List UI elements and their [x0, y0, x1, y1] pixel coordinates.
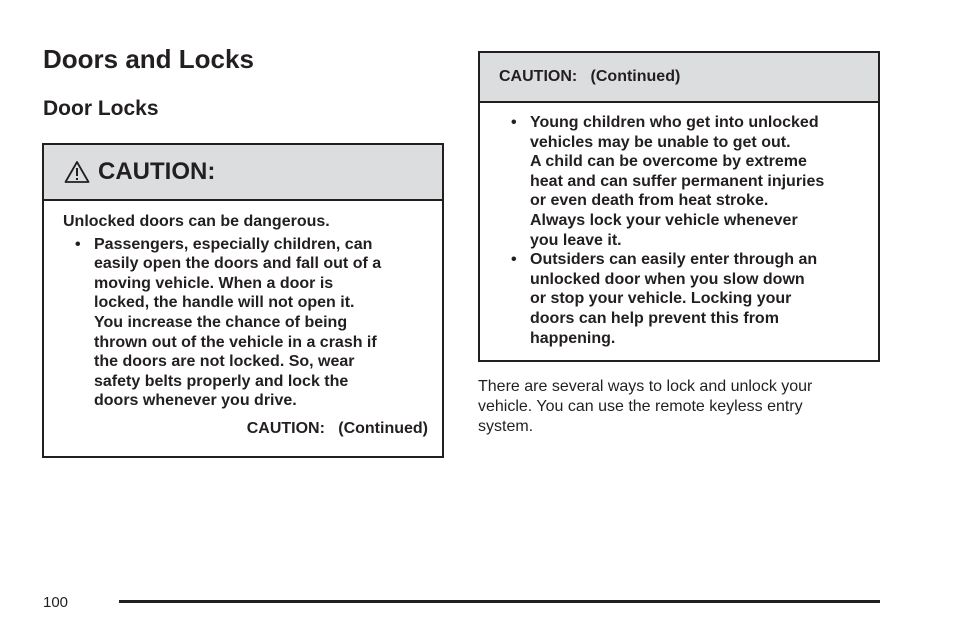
- bullet-line: • Passengers, especially children, can: [94, 235, 373, 253]
- caution-continued-header: [480, 53, 878, 103]
- bullet-line: • Outsiders can easily enter through an: [530, 251, 818, 269]
- bullet-line: • Young children who get into unlocked: [530, 114, 819, 131]
- bullet-line: moving vehicle. When a door is: [94, 274, 334, 292]
- bullet-line: you leave it.: [530, 231, 622, 249]
- bullet-line: safety belts properly and lock the: [94, 372, 349, 390]
- caution-box-continued: [478, 51, 880, 362]
- bullet-line: easily open the doors and fall out of a: [94, 255, 382, 273]
- caution-bullet: [75, 235, 428, 411]
- bullet-line: heat and can suffer permanent injuries: [530, 172, 825, 190]
- bullet-line: the doors are not locked. So, wear: [94, 353, 355, 371]
- caution-bullet-list: [75, 235, 428, 411]
- caution-box-left: [42, 143, 444, 458]
- paragraph-line: There are several ways to lock and unlock your: [478, 378, 813, 395]
- footer-rule: [119, 600, 880, 603]
- bullet-line: or stop your vehicle. Locking your: [530, 290, 792, 308]
- paragraph-line: system.: [478, 417, 534, 435]
- bullet-line: A child can be overcome by extreme: [530, 153, 807, 171]
- paragraph-line: vehicle. You can use the remote keyless entry: [478, 397, 803, 415]
- bullet-line: You increase the chance of being: [94, 313, 348, 331]
- bullet-line: locked, the handle will not open it.: [94, 294, 355, 312]
- bullet-line: vehicles may be unable to get out.: [530, 133, 791, 151]
- section-title: Doors and Locks: [43, 44, 254, 74]
- caution-header: [44, 145, 442, 201]
- caution-title-text: CAUTION:: [98, 158, 216, 185]
- caution-body: [480, 103, 878, 348]
- caution-intro: Unlocked doors can be dangerous.: [63, 213, 330, 230]
- caution-bullet: [511, 113, 864, 250]
- caution-title: [64, 158, 215, 186]
- page-number: 100: [43, 594, 69, 611]
- bullet-line: unlocked door when you slow down: [530, 270, 805, 288]
- bullet-line: doors whenever you drive.: [94, 392, 297, 410]
- bullet-line: thrown out of the vehicle in a crash if: [94, 333, 377, 351]
- bullet-line: Always lock your vehicle whenever: [530, 211, 798, 229]
- caution-continued-label: CAUTION: (Continued): [246, 419, 428, 437]
- bullet-line: or even death from heat stroke.: [530, 192, 769, 210]
- body-paragraph: [478, 377, 878, 436]
- caution-bullet: [511, 250, 864, 348]
- bullet-line: doors can help prevent this from: [530, 309, 779, 327]
- warning-triangle-icon: [64, 160, 90, 184]
- bullet-line: happening.: [530, 329, 616, 347]
- caution-body: [44, 201, 442, 439]
- subsection-title: Door Locks: [43, 97, 159, 120]
- caution-continued-title: CAUTION: (Continued): [499, 68, 681, 85]
- caution-bullet-list: [511, 113, 864, 348]
